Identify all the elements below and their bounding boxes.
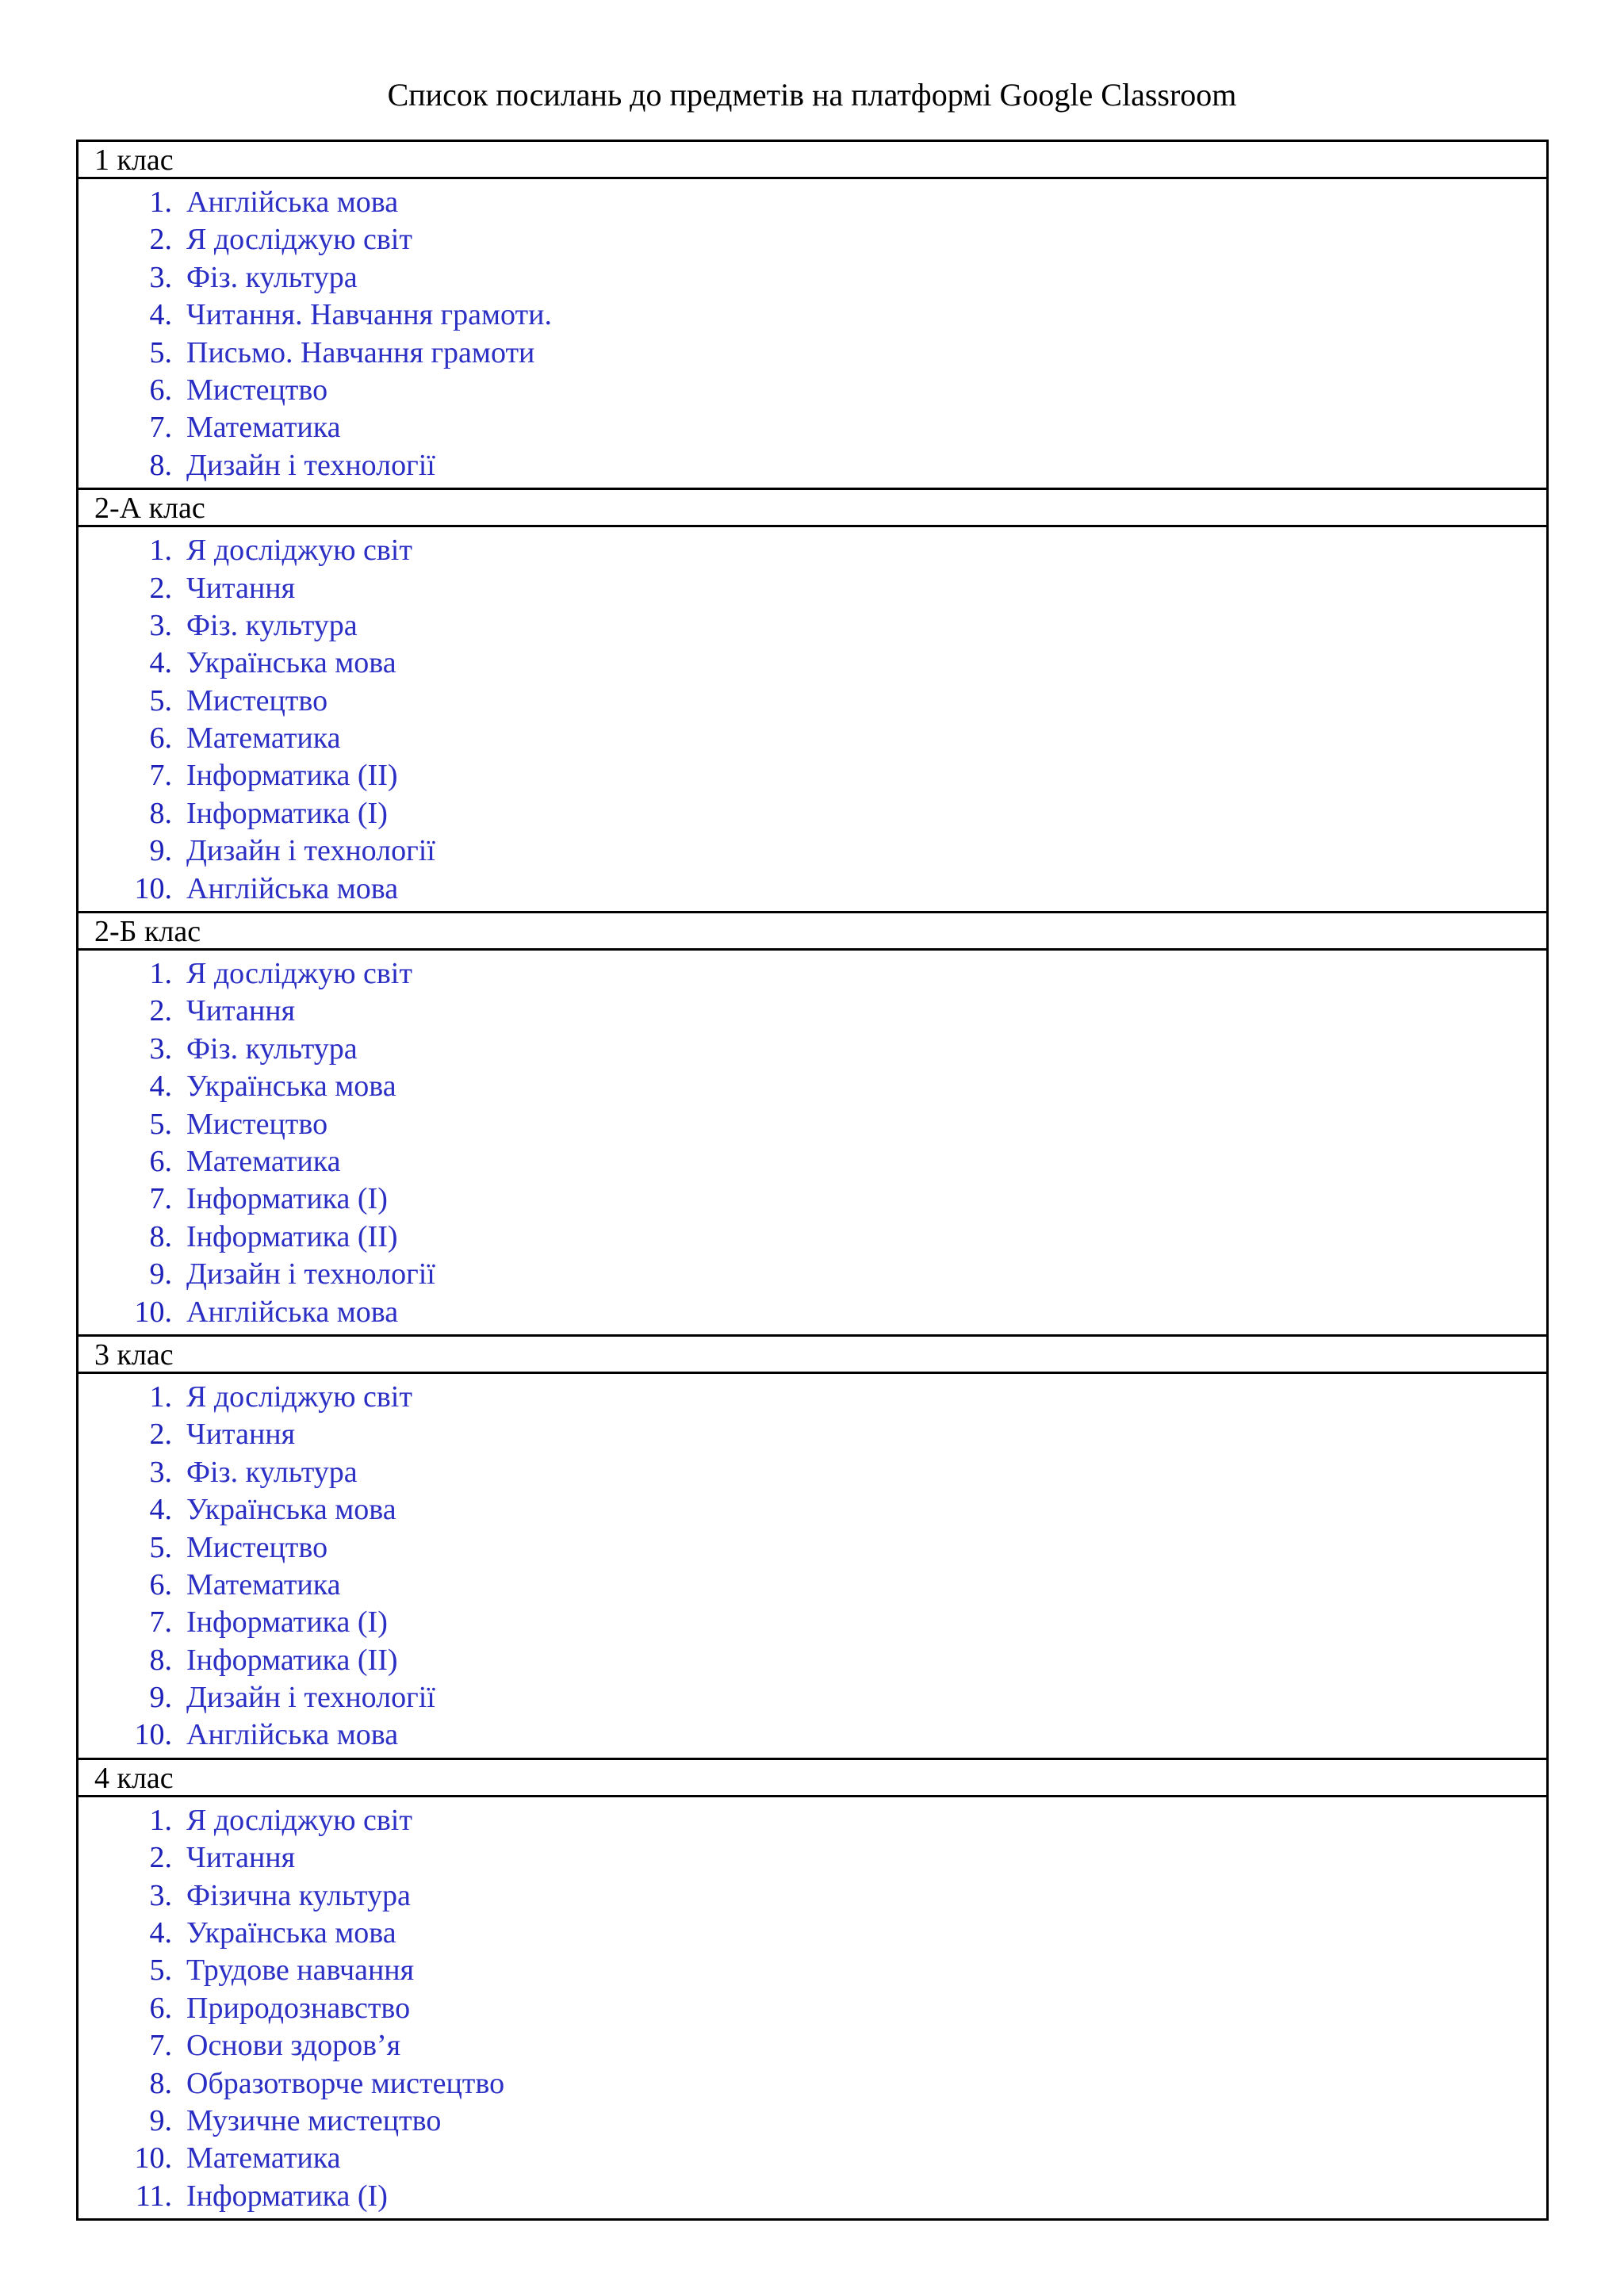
subject-link[interactable]: Фіз. культура <box>186 1455 358 1489</box>
list-item <box>79 2140 1546 2177</box>
list-item <box>79 221 1546 258</box>
item-number: 11. <box>135 2179 172 2213</box>
item-number: 1. <box>149 534 172 568</box>
subject-link[interactable]: Англійська мова <box>186 871 399 905</box>
subject-link[interactable]: Читання <box>186 571 296 605</box>
subject-link[interactable]: Математика <box>186 1144 341 1178</box>
subject-link[interactable]: Природознавство <box>186 1991 411 2025</box>
class-section <box>79 490 1546 913</box>
class-section <box>79 1760 1546 2218</box>
list-item <box>79 1106 1546 1143</box>
item-number: 7. <box>149 2029 172 2063</box>
subject-link[interactable]: Музичне мистецтво <box>186 2103 442 2137</box>
item-number: 3. <box>149 260 172 294</box>
subject-link[interactable]: Українська мова <box>186 1493 396 1527</box>
list-item <box>79 1454 1546 1491</box>
subject-link[interactable]: Мистецтво <box>186 1107 328 1141</box>
item-number: 1. <box>149 1380 172 1414</box>
item-number: 2. <box>149 1418 172 1452</box>
item-number: 4. <box>149 1493 172 1527</box>
subject-link[interactable]: Я досліджую світ <box>186 1803 412 1837</box>
subject-link[interactable]: Математика <box>186 411 341 445</box>
subject-link[interactable]: Інформатика (ІІ) <box>186 1643 398 1677</box>
list-item <box>79 2065 1546 2103</box>
item-number: 3. <box>149 608 172 642</box>
subject-list <box>79 527 1546 913</box>
subject-link[interactable]: Математика <box>186 2141 341 2175</box>
list-item <box>79 1952 1546 1989</box>
subject-link[interactable]: Трудове навчання <box>186 1954 415 1988</box>
item-number: 4. <box>149 646 172 680</box>
list-item <box>79 1990 1546 2027</box>
subject-link[interactable]: Дизайн і технології <box>186 1681 435 1715</box>
item-number: 10. <box>134 1295 172 1329</box>
subject-link[interactable]: Я досліджую світ <box>186 1380 412 1414</box>
item-number: 7. <box>149 759 172 793</box>
page-title: Список посилань до предметів на платформі Google Classroom <box>387 77 1237 113</box>
item-number: 8. <box>149 1219 172 1253</box>
subject-link[interactable]: Українська мова <box>186 1070 396 1104</box>
subject-link[interactable]: Англійська мова <box>186 186 399 219</box>
subject-list <box>79 1374 1546 1760</box>
item-number: 6. <box>149 1144 172 1178</box>
item-number: 7. <box>149 411 172 445</box>
list-item <box>79 757 1546 794</box>
subject-link[interactable]: Математика <box>186 721 341 756</box>
subject-link[interactable]: Англійська мова <box>186 1718 399 1752</box>
item-number: 9. <box>149 1257 172 1292</box>
item-number: 7. <box>149 1605 172 1640</box>
item-number: 3. <box>149 1031 172 1066</box>
list-item <box>79 1915 1546 1952</box>
item-number: 4. <box>149 1070 172 1104</box>
list-item <box>79 795 1546 832</box>
class-header: 2-Б клас <box>79 913 1546 951</box>
subject-link[interactable]: Інформатика (ІІ) <box>186 1219 398 1253</box>
subject-link[interactable]: Читання <box>186 994 296 1028</box>
list-item <box>79 955 1546 993</box>
subject-link[interactable]: Інформатика (ІІ) <box>186 759 398 793</box>
item-number: 2. <box>149 571 172 605</box>
item-number: 2. <box>149 994 172 1028</box>
class-header: 4 клас <box>79 1760 1546 1797</box>
class-section <box>79 913 1546 1337</box>
item-number: 7. <box>149 1182 172 1216</box>
list-item <box>79 720 1546 757</box>
list-item <box>79 532 1546 569</box>
item-number: 6. <box>149 1991 172 2025</box>
subject-link[interactable]: Дизайн і технології <box>186 834 435 868</box>
subject-link[interactable]: Математика <box>186 1567 341 1601</box>
subject-link[interactable]: Фіз. культура <box>186 260 358 294</box>
item-number: 6. <box>149 373 172 407</box>
subjects-table <box>76 140 1549 2221</box>
list-item <box>79 1529 1546 1567</box>
list-item <box>79 993 1546 1030</box>
subject-link[interactable]: Фіз. культура <box>186 608 358 642</box>
list-item <box>79 1491 1546 1529</box>
class-section <box>79 1337 1546 1760</box>
subject-link[interactable]: Я досліджую світ <box>186 957 412 991</box>
subject-link[interactable]: Мистецтво <box>186 373 328 407</box>
list-item <box>79 570 1546 607</box>
subject-list <box>79 179 1546 490</box>
item-number: 2. <box>149 1841 172 1875</box>
item-number: 10. <box>134 871 172 905</box>
subject-link[interactable]: Українська мова <box>186 1916 396 1950</box>
subject-link[interactable]: Читання <box>186 1841 296 1875</box>
list-item <box>79 1604 1546 1641</box>
list-item <box>79 1716 1546 1754</box>
subject-list <box>79 1797 1546 2218</box>
item-number: 4. <box>149 1916 172 1950</box>
subject-link[interactable]: Я досліджую світ <box>186 223 412 257</box>
list-item <box>79 1068 1546 1105</box>
item-number: 8. <box>149 1643 172 1677</box>
subject-link[interactable]: Дизайн і технології <box>186 1257 435 1292</box>
subject-link[interactable]: Дизайн і технології <box>186 448 435 482</box>
item-number: 3. <box>149 1455 172 1489</box>
item-number: 8. <box>149 448 172 482</box>
class-header: 1 клас <box>79 142 1546 179</box>
item-number: 2. <box>149 223 172 257</box>
subject-link[interactable]: Українська мова <box>186 646 396 680</box>
item-number: 8. <box>149 2066 172 2100</box>
item-number: 1. <box>149 1803 172 1837</box>
subject-link[interactable]: Інформатика (І) <box>186 796 388 830</box>
list-item <box>79 1679 1546 1716</box>
list-item <box>79 372 1546 409</box>
item-number: 5. <box>149 1530 172 1564</box>
list-item <box>79 1416 1546 1453</box>
list-item <box>79 297 1546 334</box>
list-item <box>79 2103 1546 2140</box>
item-number: 5. <box>149 1107 172 1141</box>
subject-link[interactable]: Образотворче мистецтво <box>186 2066 505 2100</box>
list-item <box>79 645 1546 682</box>
item-number: 9. <box>149 1681 172 1715</box>
item-number: 9. <box>149 2103 172 2137</box>
subject-link[interactable]: Письмо. Навчання грамоти <box>186 335 535 369</box>
list-item <box>79 1031 1546 1068</box>
subject-link[interactable]: Інформатика (І) <box>186 2179 388 2213</box>
subject-link[interactable]: Читання <box>186 1418 296 1452</box>
list-item <box>79 871 1546 908</box>
subject-link[interactable]: Основи здоров’я <box>186 2029 401 2063</box>
subject-link[interactable]: Фізична культура <box>186 1878 411 1912</box>
list-item <box>79 1256 1546 1293</box>
item-number: 5. <box>149 683 172 718</box>
list-item <box>79 259 1546 297</box>
list-item <box>79 447 1546 484</box>
list-item <box>79 184 1546 221</box>
list-item <box>79 1567 1546 1604</box>
list-item <box>79 832 1546 870</box>
subject-link[interactable]: Інформатика (І) <box>186 1182 388 1216</box>
subject-list <box>79 951 1546 1337</box>
list-item <box>79 1839 1546 1877</box>
item-number: 5. <box>149 1954 172 1988</box>
item-number: 1. <box>149 957 172 991</box>
item-number: 9. <box>149 834 172 868</box>
class-section <box>79 142 1546 490</box>
item-number: 1. <box>149 186 172 219</box>
list-item <box>79 1181 1546 1218</box>
item-number: 6. <box>149 721 172 756</box>
class-header: 2-А клас <box>79 490 1546 527</box>
item-number: 3. <box>149 1878 172 1912</box>
list-item <box>79 1143 1546 1181</box>
list-item <box>79 1802 1546 1839</box>
subject-link[interactable]: Я досліджую світ <box>186 534 412 568</box>
list-item <box>79 1294 1546 1331</box>
list-item <box>79 1219 1546 1256</box>
item-number: 10. <box>134 2141 172 2175</box>
list-item <box>79 1642 1546 1679</box>
list-item <box>79 2178 1546 2215</box>
list-item <box>79 1379 1546 1416</box>
class-header: 3 клас <box>79 1337 1546 1374</box>
subject-link[interactable]: Англійська мова <box>186 1295 399 1329</box>
list-item <box>79 607 1546 645</box>
item-number: 4. <box>149 298 172 332</box>
subject-link[interactable]: Читання. Навчання грамоти. <box>186 298 552 332</box>
subject-link[interactable]: Мистецтво <box>186 1530 328 1564</box>
list-item <box>79 1877 1546 1915</box>
item-number: 10. <box>134 1718 172 1752</box>
list-item <box>79 335 1546 372</box>
list-item <box>79 2027 1546 2064</box>
item-number: 5. <box>149 335 172 369</box>
subject-link[interactable]: Фіз. культура <box>186 1031 358 1066</box>
item-number: 8. <box>149 796 172 830</box>
subject-link[interactable]: Інформатика (І) <box>186 1605 388 1640</box>
item-number: 6. <box>149 1567 172 1601</box>
list-item <box>79 683 1546 720</box>
list-item <box>79 409 1546 446</box>
subject-link[interactable]: Мистецтво <box>186 683 328 718</box>
